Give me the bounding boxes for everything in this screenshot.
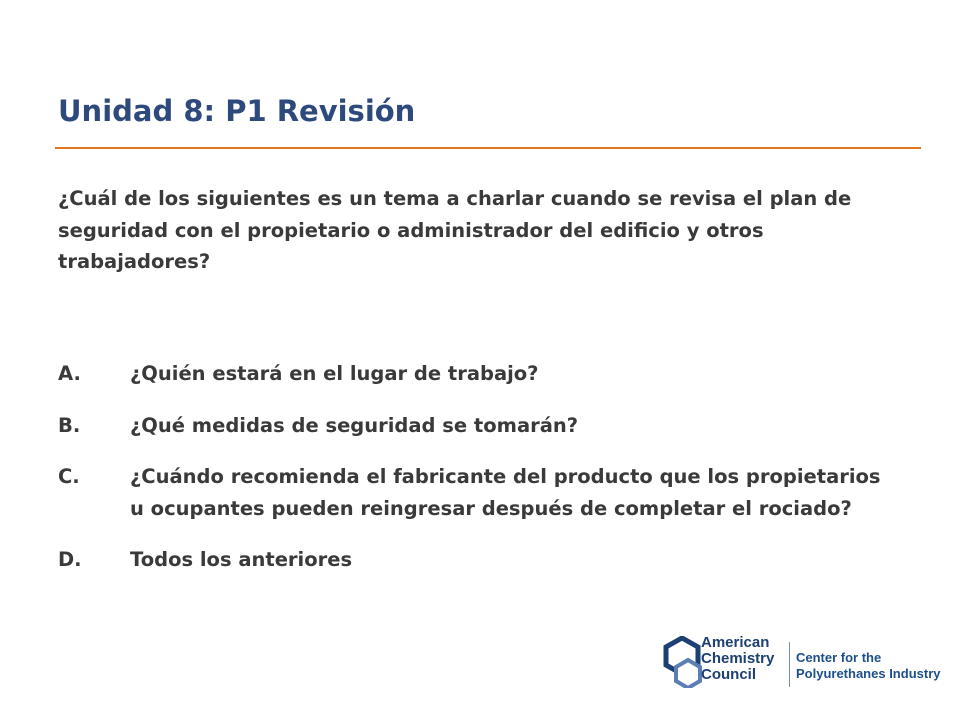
option-text: ¿Quién estará en el lugar de trabajo? xyxy=(130,362,539,385)
option-letter: D. xyxy=(58,548,82,571)
acc-line: Chemistry xyxy=(701,650,775,667)
question-text: ¿Cuál de los siguientes es un tema a charlar cuando se revisa el plan de seguridad con el propietario o administrador del edificio y otros trabajadores? xyxy=(58,187,852,273)
slide-title: Unidad 8: P1 Revisión xyxy=(58,94,416,128)
cpi-line: Center for the xyxy=(796,650,882,665)
hexagon-logo-icon xyxy=(662,636,702,688)
option-letter: B. xyxy=(58,413,81,437)
acc-line: Council xyxy=(701,666,756,683)
option-letter: C. xyxy=(58,465,80,488)
answer-options xyxy=(58,358,888,596)
cpi-wordmark xyxy=(796,650,940,682)
acc-line: American xyxy=(701,634,770,651)
footer-logo xyxy=(662,632,942,692)
option-text: ¿Cuándo recomienda el fabricante del producto que los propietarios u ocupantes pueden reingresar después de completar el rociado? xyxy=(130,465,881,520)
logo-divider xyxy=(789,642,790,687)
option-text: ¿Qué medidas de seguridad se tomarán? xyxy=(130,413,579,437)
acc-wordmark xyxy=(701,635,774,683)
option-b xyxy=(58,410,888,442)
title-divider xyxy=(55,147,921,149)
cpi-line: Polyurethanes Industry xyxy=(796,666,941,681)
option-a xyxy=(58,358,888,390)
option-letter: A. xyxy=(58,362,81,385)
option-c xyxy=(58,461,888,524)
option-d xyxy=(58,544,888,576)
option-text: Todos los anteriores xyxy=(130,548,353,571)
